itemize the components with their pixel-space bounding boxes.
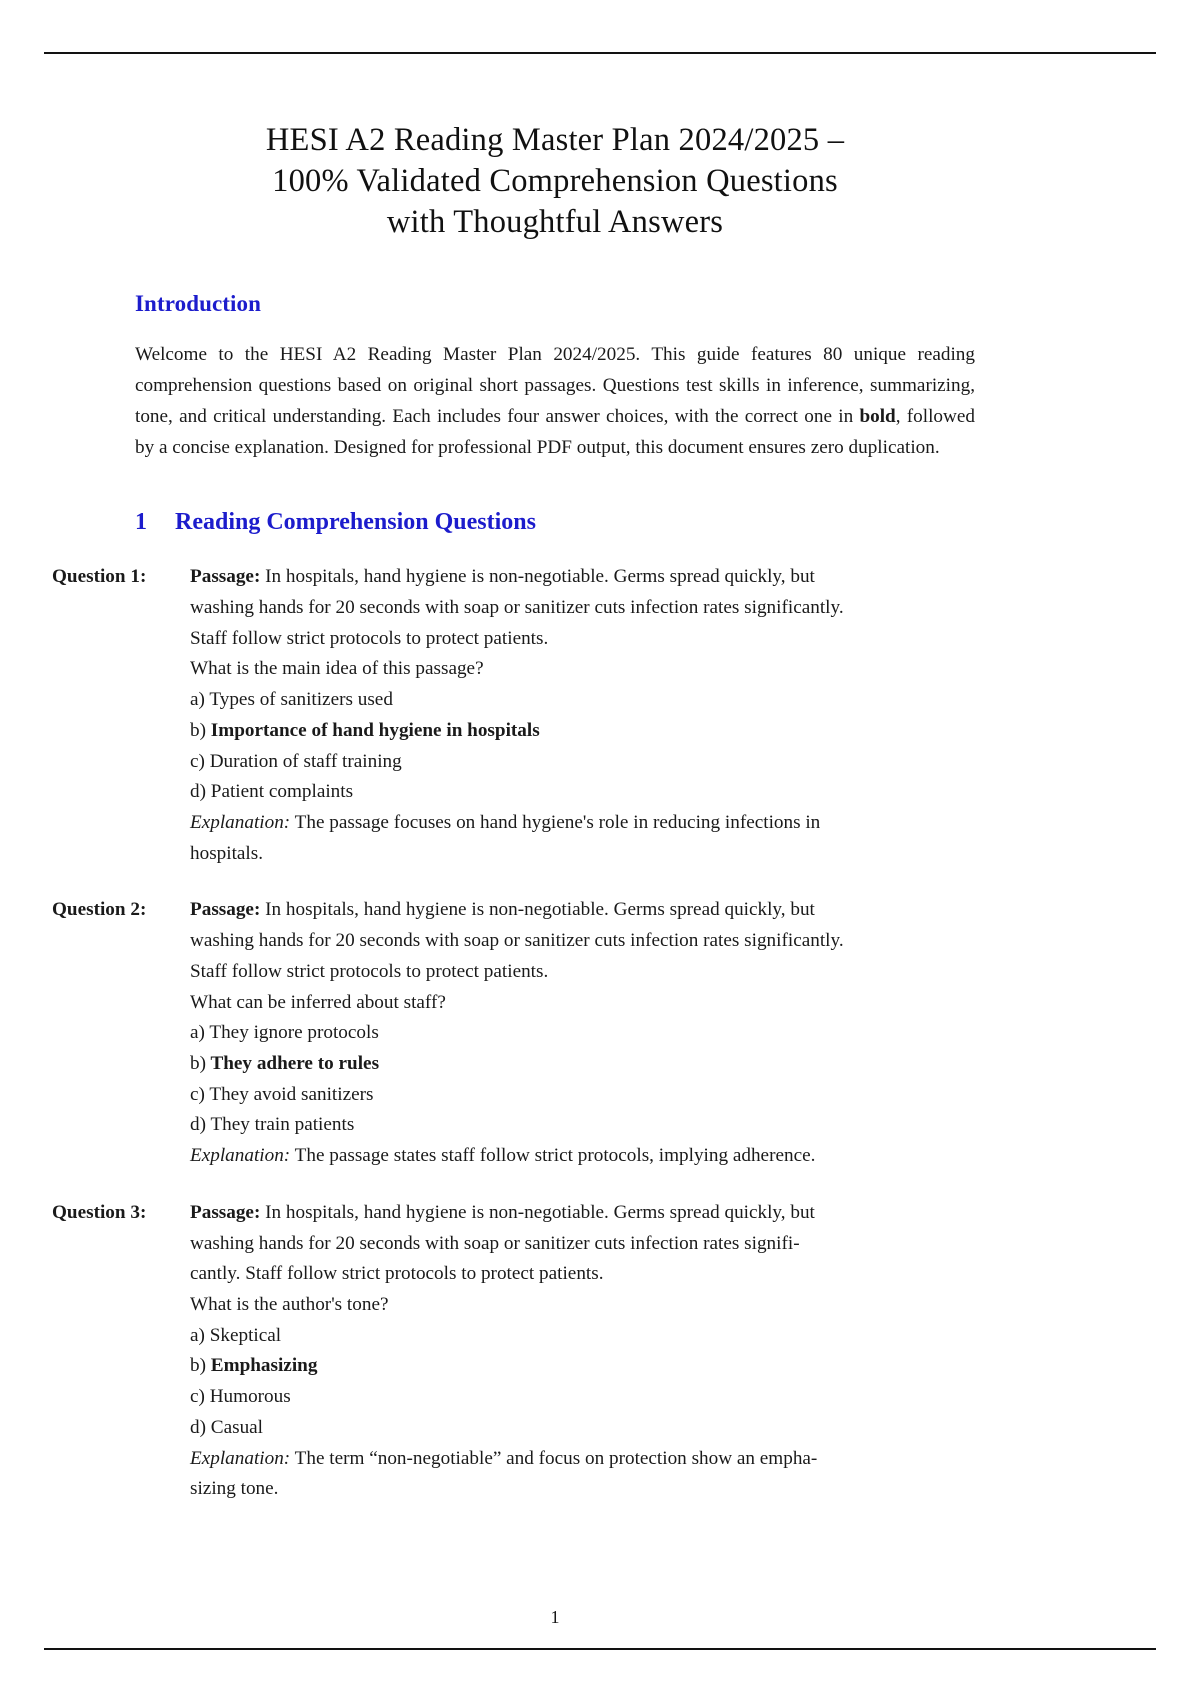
passage-text: In hospitals, hand hygiene is non-negotiable. Germs spread quickly, but (265, 1201, 815, 1223)
passage-line: Staff follow strict protocols to protect patients. (190, 627, 549, 649)
page-bottom-rule (44, 1648, 1156, 1650)
question-prompt: What is the author's tone? (190, 1294, 389, 1315)
passage-line: washing hands for 20 seconds with soap or sanitizer cuts infection rates signifi- (190, 1232, 800, 1254)
explanation-label: Explanation: (190, 1447, 291, 1469)
page-title (135, 120, 975, 243)
passage-lead: Passage: (190, 566, 261, 588)
explanation-label: Explanation: (190, 1145, 291, 1167)
option-marker: c) (190, 750, 205, 772)
passage-line (190, 1198, 975, 1229)
option-text: They avoid sanitizers (209, 1083, 374, 1105)
option-marker: a) (190, 1022, 205, 1044)
introduction-text-after-bold: , followed by a concise explanation. Designed for professional PDF output, this document ensures zero duplication. (135, 406, 975, 459)
option-text: Types of sanitizers used (209, 689, 393, 711)
explanation-line (190, 1444, 975, 1475)
question-body (190, 895, 975, 1171)
question-prompt: What can be inferred about staff? (190, 991, 446, 1013)
introduction-heading: Introduction (135, 290, 262, 316)
answer-option-b[interactable] (190, 716, 975, 747)
answer-option-c[interactable] (190, 747, 975, 778)
page-top-rule (44, 52, 1156, 54)
passage-text: In hospitals, hand hygiene is non-negotiable. Germs spread quickly, but (265, 566, 815, 588)
page-content (52, 120, 975, 1627)
passage-text: In hospitals, hand hygiene is non-negotiable. Germs spread quickly, but (265, 899, 815, 921)
option-marker: d) (190, 781, 206, 803)
answer-option-d[interactable] (190, 1110, 975, 1141)
question-label: Question 1: (52, 566, 147, 588)
title-line-3: with Thoughtful Answers (386, 203, 724, 240)
option-text: Patient complaints (210, 781, 354, 803)
option-text: They adhere to rules (210, 1052, 380, 1074)
questions-list (52, 562, 975, 1505)
question-block (52, 562, 975, 869)
question-block (52, 895, 975, 1171)
option-text: Humorous (209, 1386, 291, 1408)
title-line-2: 100% Validated Comprehension Questions (272, 162, 838, 199)
introduction-bold-word: bold (859, 406, 896, 427)
option-marker: a) (190, 689, 205, 711)
passage-line: cantly. Staff follow strict protocols to protect patients. (190, 1263, 604, 1285)
option-marker: b) (190, 1052, 206, 1074)
introduction-text-before-bold: Welcome to the HESI A2 Reading Master Plan 2024/2025. This guide features 80 unique reading comprehension questions based on original short passages. Questions test skills in inference, summarizing, tone, and critical understanding. Each includes four answer choices, with the correct one in (135, 343, 975, 427)
answer-option-c[interactable] (190, 1080, 975, 1111)
explanation-text: The passage focuses on hand hygiene's role in reducing infections in (294, 811, 821, 833)
answer-option-c[interactable] (190, 1382, 975, 1413)
answer-option-a[interactable] (190, 685, 975, 716)
question-block (52, 1198, 975, 1505)
answer-option-b[interactable] (190, 1049, 975, 1080)
passage-lead: Passage: (190, 1201, 261, 1223)
passage-line: Staff follow strict protocols to protect patients. (190, 960, 549, 982)
passage-line (190, 895, 975, 926)
option-text: They ignore protocols (209, 1022, 379, 1044)
option-marker: a) (190, 1324, 205, 1346)
answer-option-a[interactable] (190, 1321, 975, 1352)
passage-lead: Passage: (190, 899, 261, 921)
question-body (190, 562, 975, 869)
title-line-1: HESI A2 Reading Master Plan 2024/2025 – (265, 122, 845, 158)
option-text: Skeptical (209, 1324, 282, 1346)
section-heading (135, 509, 975, 536)
question-prompt: What is the main idea of this passage? (190, 658, 484, 680)
explanation-text: The passage states staff follow strict protocols, implying adherence. (294, 1145, 816, 1167)
option-marker: d) (190, 1416, 206, 1438)
option-text: Importance of hand hygiene in hospitals (210, 719, 540, 741)
option-marker: d) (190, 1114, 206, 1136)
option-text: They train patients (210, 1114, 355, 1136)
explanation-line: sizing tone. (190, 1478, 279, 1500)
explanation-line (190, 808, 975, 839)
passage-line (190, 562, 975, 593)
option-marker: b) (190, 1355, 206, 1377)
option-text: Emphasizing (210, 1355, 318, 1377)
section-title: Reading Comprehension Questions (175, 509, 536, 536)
introduction-paragraph (135, 339, 975, 463)
section-number: 1 (135, 509, 147, 536)
option-text: Casual (210, 1416, 264, 1438)
explanation-text: The term “non-negotiable” and focus on protection show an empha- (294, 1447, 818, 1469)
passage-line: washing hands for 20 seconds with soap or sanitizer cuts infection rates significantly. (190, 930, 844, 952)
explanation-line (190, 1141, 975, 1172)
answer-option-b[interactable] (190, 1351, 975, 1382)
page-number: 1 (550, 1607, 560, 1627)
question-label: Question 3: (52, 1201, 147, 1223)
option-marker: c) (190, 1083, 205, 1105)
passage-line: washing hands for 20 seconds with soap or sanitizer cuts infection rates significantly. (190, 596, 844, 618)
question-label: Question 2: (52, 899, 147, 921)
explanation-label: Explanation: (190, 811, 291, 833)
answer-option-d[interactable] (190, 1413, 975, 1444)
option-marker: c) (190, 1386, 205, 1408)
answer-option-a[interactable] (190, 1018, 975, 1049)
option-marker: b) (190, 719, 206, 741)
question-body (190, 1198, 975, 1505)
option-text: Duration of staff training (209, 750, 402, 772)
answer-option-d[interactable] (190, 777, 975, 808)
explanation-line: hospitals. (190, 842, 264, 864)
